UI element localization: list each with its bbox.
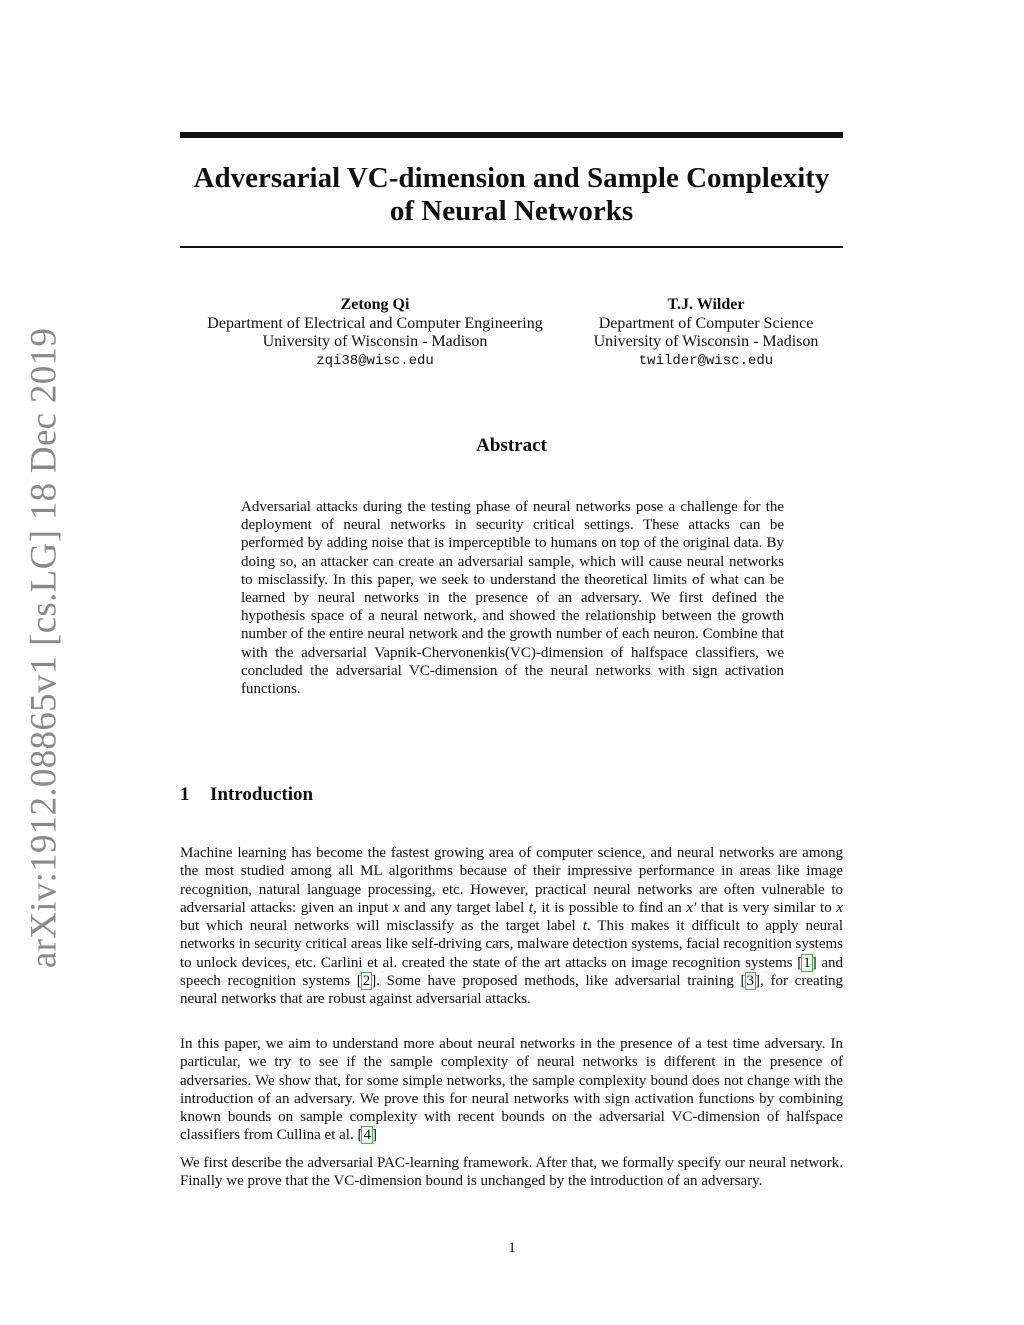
citation-link[interactable]: 2 (362, 973, 371, 990)
author-university: University of Wisconsin - Madison (593, 333, 819, 350)
author-university: University of Wisconsin - Madison (262, 333, 488, 350)
arxiv-identifier: arXiv:1912.08865v1 [cs.LG] 18 Dec 2019 (23, 327, 65, 969)
author-block-1 (190, 296, 560, 370)
title-rule-top (180, 132, 843, 138)
author-department: Department of Electrical and Computer Engineering (207, 314, 543, 332)
math-var: t (582, 918, 587, 935)
intro-paragraph-3: We first describe the adversarial PAC-learning framework. After that, we formally specify our neural network. Finally we prove that the VC-dimension bound is unchanged by the introduction of an adversary. (180, 1155, 843, 1190)
math-var: t (528, 899, 533, 916)
author-email[interactable]: zqi38@wisc.edu (316, 352, 434, 369)
author-email[interactable]: twilder@wisc.edu (638, 352, 774, 369)
section-heading-introduction (180, 784, 313, 806)
section-number: 1 (180, 784, 190, 805)
intro-paragraph-2: In this paper, we aim to understand more about neural networks in the presence of a test time adversary. In particular, we try to see if the sample complexity of neural networks is different in the presence of adversaries. We show that, for some simple networks, the sample complexity bound does not change with the introduction of an adversary. We prove this for neural networks with sign activation functions by combining known bounds on sample complexity with recent bounds on the adversarial VC-dimension of halfspace classifiers from Cullina et al. [4] (180, 1036, 843, 1144)
math-var: x (392, 899, 400, 916)
citation-link[interactable]: 3 (746, 973, 755, 990)
author-name: Zetong Qi (340, 296, 410, 313)
section-title: Introduction (210, 784, 314, 805)
math-var: x′ (686, 899, 697, 916)
citation-link[interactable]: 1 (803, 954, 811, 971)
citation-link[interactable]: 4 (363, 1127, 371, 1144)
paper-title: Adversarial VC-dimension and Sample Complexity of Neural Networks (193, 162, 830, 227)
author-block-2 (576, 296, 836, 370)
abstract-text: Adversarial attacks during the testing phase of neural networks pose a challenge for the deployment of neural networks in security critical settings. These attacks can be performed by adding noise that is imperceptible to humans on top of the original data. By doing so, an attacker can create an adversarial sample, which will cause neural networks to misclassify. In this paper, we seek to understand the theoretical limits of what can be learned by neural networks in the presence of an adversary. We first defined the hypothesis space of a neural network, and showed the relationship between the growth number of the entire neural network and the growth number of each neuron. Combine that with the adversarial Vapnik-Chervonenkis(VC)-dimension of halfspace classifiers, we concluded the adversarial VC-dimension of the neural networks with sign activation functions. (241, 499, 784, 698)
title-rule-bottom (180, 246, 843, 248)
abstract-heading: Abstract (476, 435, 547, 456)
intro-paragraph-1: Machine learning has become the fastest growing area of computer science, and neural networks are among the most studied among all ML algorithms because of their impressive performance in areas like image recognition, natural language processing, etc. However, practical neural networks are often vulnerable to adversarial attacks: given an input x and any target label t, it is possible to find an x′ that is very similar to x but which neural networks will misclassify as the target label t. This makes it difficult to apply neural networks in security critical areas like self-driving cars, malware detection systems, facial recognition systems to unlock devices, etc. Carlini et al. created the state of the art attacks on image recognition systems [1] and speech recognition systems [2]. Some have proposed methods, like adversarial training [3], for creating neural networks that are robust against adversarial attacks. (180, 845, 844, 1008)
author-name: T.J. Wilder (667, 296, 745, 313)
author-department: Department of Computer Science (598, 314, 814, 332)
page-number: 1 (508, 1240, 516, 1256)
math-var: x (836, 899, 843, 916)
